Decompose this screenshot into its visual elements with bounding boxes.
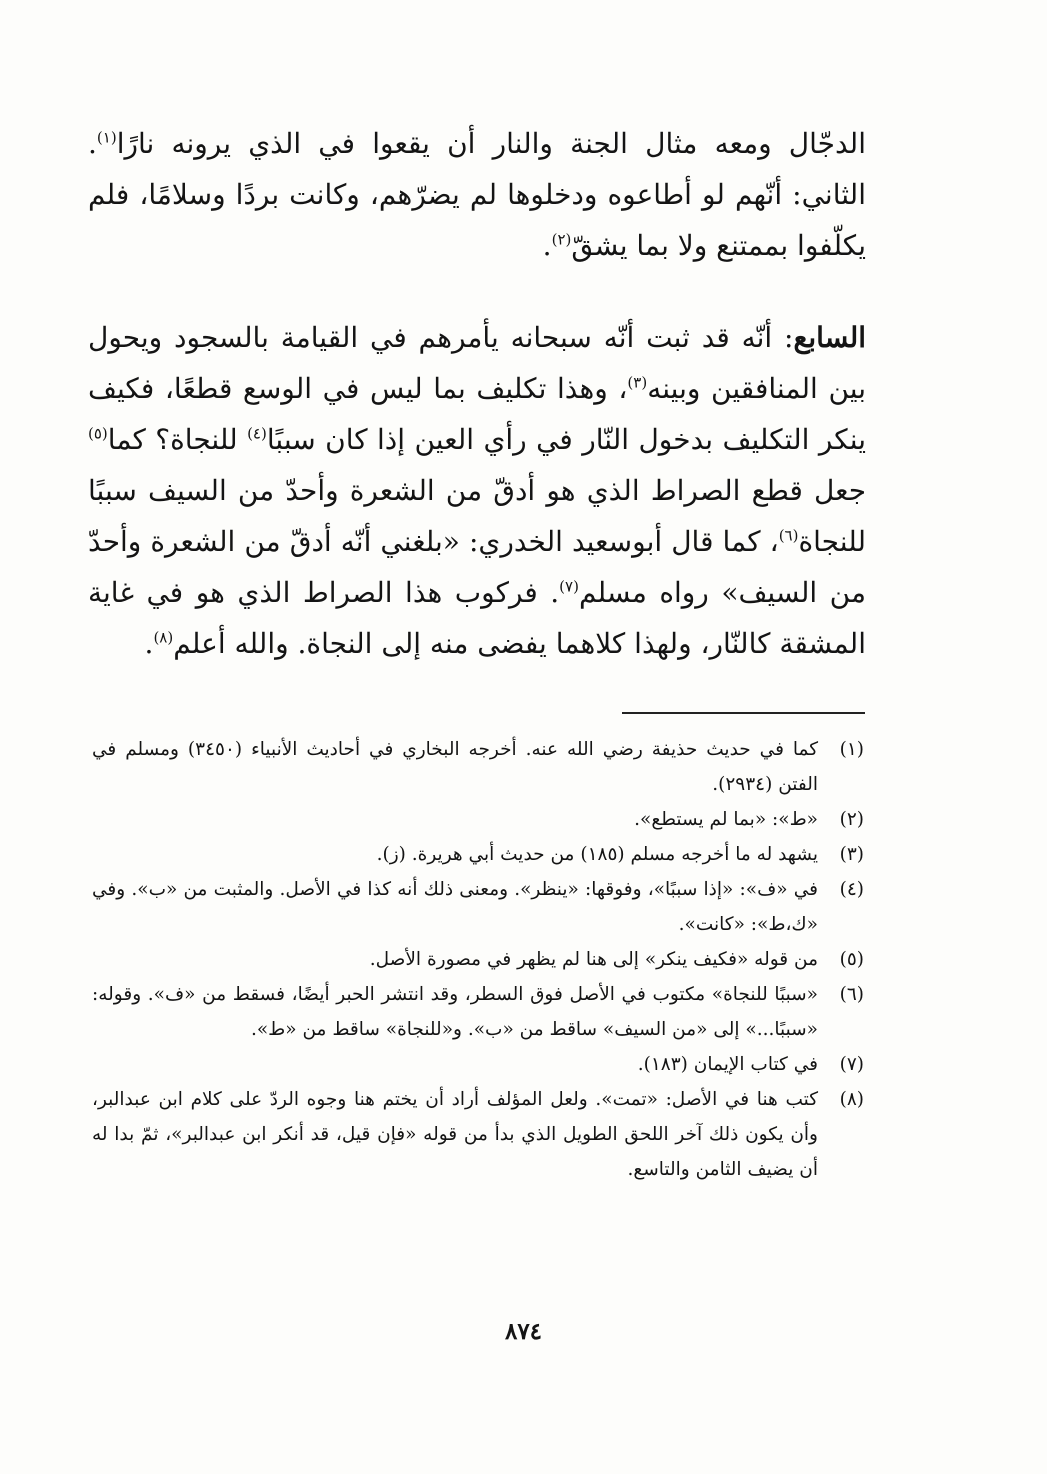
footnote-number: (٣) [839,844,864,865]
footnote-item [92,942,864,977]
footnote-text: «ط»: «بما لم يستطع». [634,809,818,830]
text-run: ، وهذا تكليف بما ليس في الوسع قطعًا، فكيف ينكر التكليف بدخول النّار في رأي العين إذا كان سببًا [88,372,866,456]
footnote-ref[interactable]: (٦) [778,526,799,545]
footnote-item [92,1082,864,1187]
footnote-item [92,977,864,1047]
text-run: للنجاة؟ كما [107,423,248,456]
paragraph-spacer [88,271,866,312]
footnote-item [92,1047,864,1082]
footnote-text: يشهد له ما أخرجه مسلم (١٨٥) من حديث أبي هريرة. (ز). [376,844,818,865]
text-run: ، كما قال أبوسعيد الخدري: «بلغني أنّه أدقّ من الشعرة وأحدّ من السيف» رواه مسلم [88,525,866,609]
footnote-number: (٥) [839,949,864,970]
footnote-ref[interactable]: (١) [96,128,117,147]
footnote-text: كتب هنا في الأصل: «تمت». ولعل المؤلف أراد أن يختم هنا وجوه الردّ على كلام ابن عبدالبر، وأن يكون ذلك آخر اللحق الطويل الذي بدأ من قوله «فإن قيل، قد أنكر ابن عبدالبر»، ثمّ بدا له أن يضيف الثامن والتاسع. [92,1089,818,1180]
paragraph-lead-word: السابع [793,321,866,354]
text-run: . فركوب هذا الصراط الذي هو في غاية المشقة كالنّار، ولهذا كلاهما يفضى منه إلى النجاة. والله أعلم [88,576,866,660]
footnote-item [92,732,864,802]
text-run: . [144,627,154,660]
text-run: الدجّال ومعه مثال الجنة والنار أن يقعوا في الذي يرونه نارًا [116,127,866,160]
footnote-text: في «ف»: «إذا سببًا»، وفوقها: «ينظر». ومعنى ذلك أنه كذا في الأصل. والمثبت من «ب». وفي «ك،ط»: «كانت». [92,879,818,935]
paragraph-2 [88,312,866,669]
footnote-item [92,872,864,942]
text-run: جعل قطع الصراط الذي هو أدقّ من الشعرة وأحدّ من السيف سببًا للنجاة [88,474,867,558]
footnote-text: من قوله «فكيف ينكر» إلى هنا لم يظهر في مصورة الأصل. [369,949,818,970]
page-number: ٨٧٤ [504,1318,543,1345]
paragraph-1 [88,118,866,271]
footnote-number: (٦) [839,984,864,1005]
footnote-number: (٨) [839,1089,864,1110]
text-run: : أنّه قد ثبت أنّه سبحانه يأمرهم في القيامة بالسجود ويحول بين المنافقين وبينه [88,321,866,405]
footnote-item [92,837,864,872]
text-run: . الثاني: أنّهم لو أطاعوه ودخلوها لم يضرّهم، وكانت بردًا وسلامًا، فلم يكلّفوا بممتنع ولا بما يشقّ [88,127,866,262]
footnote-separator [622,712,865,714]
footnote-number: (١) [839,739,864,760]
footnote-ref[interactable]: (٢) [551,230,572,249]
footnote-number: (٧) [839,1054,864,1075]
footnote-text: في كتاب الإيمان (١٨٣). [637,1054,818,1075]
footnote-text: «سببًا للنجاة» مكتوب في الأصل فوق السطر، وقد انتشر الحبر أيضًا، فسقط من «ف». وقوله: «سببًا...» إلى «من السيف» ساقط من «ب». و«للنجاة» ساقط من «ط». [92,984,818,1040]
footnote-number: (٢) [839,809,864,830]
text-run: . [542,229,552,262]
footnote-item [92,802,864,837]
footnotes-list [92,732,864,1187]
footnote-text: كما في حديث حذيفة رضي الله عنه. أخرجه البخاري في أحاديث الأنبياء (٣٤٥٠) ومسلم في الفتن (٢٩٣٤). [92,739,818,795]
footnote-number: (٤) [839,879,864,900]
main-text [88,118,866,669]
footnote-ref[interactable]: (٤) [247,424,267,443]
footnote-ref[interactable]: (٣) [627,373,648,392]
footnote-ref[interactable]: (٥) [88,424,108,443]
footnote-ref[interactable]: (٧) [559,577,579,596]
footnote-ref[interactable]: (٨) [153,628,174,647]
